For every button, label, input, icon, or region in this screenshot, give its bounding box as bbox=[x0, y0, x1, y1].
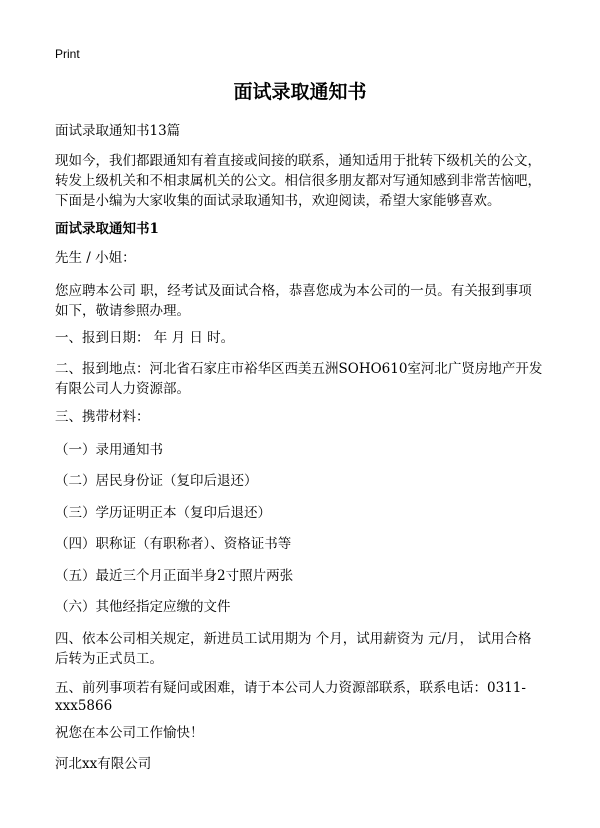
material-item: （六）其他经指定应缴的文件 bbox=[55, 599, 231, 615]
item-4-line-2: 后转为正式员工。 bbox=[55, 651, 163, 667]
intro-line-2: 转发上级机关和不相隶属机关的公文。相信很多朋友都对写通知感到非常苦恼吧， bbox=[55, 173, 541, 189]
material-item: （四）职称证（有职称者）、资格证书等 bbox=[55, 536, 292, 552]
opening-line-1: 您应聘本公司 职，经考试及面试合格，恭喜您成为本公司的一员。有关报到事项 bbox=[55, 283, 532, 299]
intro-line-1: 现如今，我们都跟通知有着直接或间接的联系，通知适用于批转下级机关的公文， bbox=[55, 153, 541, 169]
item-2-line-1: 二、报到地点：河北省石家庄市裕华区西美五洲SOHO610室河北广贤房地产开发 bbox=[55, 361, 543, 377]
material-item: （三）学历证明正本（复印后退还） bbox=[55, 505, 271, 521]
item-3-materials-heading: 三、携带材料： bbox=[55, 409, 150, 425]
item-1-report-date: 一、报到日期： 年 月 日 时。 bbox=[55, 330, 235, 346]
section-heading: 面试录取通知书1 bbox=[55, 221, 159, 237]
document-title: 面试录取通知书 bbox=[233, 81, 367, 103]
document-subtitle: 面试录取通知书13篇 bbox=[55, 123, 181, 139]
material-item: （五）最近三个月正面半身2寸照片两张 bbox=[55, 568, 294, 584]
item-5-line-1: 五、前列事项若有疑问或困难，请于本公司人力资源部联系，联系电话：0311- bbox=[55, 680, 526, 696]
signature: 河北xx有限公司 bbox=[55, 756, 152, 772]
material-item: （二）居民身份证（复印后退还） bbox=[55, 473, 258, 489]
opening-line-2: 如下，敬请参照办理。 bbox=[55, 303, 190, 319]
print-label[interactable]: Print bbox=[55, 47, 80, 61]
material-item: （一）录用通知书 bbox=[55, 442, 163, 458]
intro-line-3: 下面是小编为大家收集的面试录取通知书，欢迎阅读，希望大家能够喜欢。 bbox=[55, 193, 501, 209]
item-2-line-2: 有限公司人力资源部。 bbox=[55, 381, 190, 397]
item-5-line-2: xxx5866 bbox=[55, 698, 113, 714]
closing-line: 祝您在本公司工作愉快！ bbox=[55, 725, 204, 741]
item-4-line-1: 四、依本公司相关规定，新进员工试用期为 个月，试用薪资为 元/月， 试用合格 bbox=[55, 631, 532, 647]
salutation: 先生 / 小姐： bbox=[55, 250, 136, 266]
